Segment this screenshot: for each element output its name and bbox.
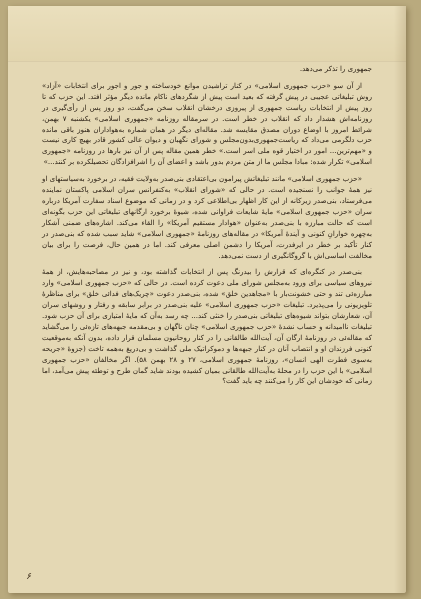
paragraph: جمهوری را تذکر می‌دهد.	[299, 64, 372, 73]
body-text	[42, 64, 372, 393]
page-edge-shadow	[394, 6, 406, 593]
page-fold-shading	[8, 6, 406, 62]
paragraph: بنی‌صدر در کنگره‌ای که قرارش را بیدرنگ پس از انتخابات گذاشته بود، و نیز در مصاحبه‌هایش، از همهٔ نیروهای سیاسی برای ورود به‌مجلس شورای ملی دعوت کرده است. در حالی که «حزب جمهوری اسلامی» وارد مبارزه‌ئی تند و حتی خشونت‌بار با «مجاهدین خلق» شده، بنی‌صدر دعوت «چریک‌های فدائی خلق» برای مناظرهٔ تلویزیونی را می‌پذیرد. تبلیغات «حزب جمهوری اسلامی» علیه بنی‌صدر در برابر سابقه و رفتار و روشهای سران آن، شعارشان بتواند شیوه‌های تبلیغاتی بنی‌صدر را خنثی کند... چه رسد به‌آن که مایهٔ امتیازی برای آن حزب شود. تبلیغات ناامیدانه و حساب نشدهٔ «حزب جمهوری اسلامی» چنان ناگهان و بی‌مقدمه جبهه‌های تازه‌ئی را می‌گشاید که مقاله‌ئی در روزنامهٔ ارگان آن، آیت‌الله طالقانی را در کنار روحانیون مسلمان قرار داده، بدون آنکه به‌موقعیت کنونی فرزندان او و انتصاب آنان در کنار جبهه‌ها و دموکراتیک ملی گذاشت و بی‌دریغ به‌همه تاخت (جزوهٔ «جریحه به‌سوی فطرت الهی انسان»، روزنامهٔ جمهوری اسلامی، ۲۷ و ۲۸ بهمن ۵۸). اگر مخالفان «حزب جمهوری اسلامی» با این حزب را در محلهٔ به‌آیت‌الله طالقانی بمیان کشیده بودند شاید گمان طرح و توطئه پیش می‌آمد، اما زمانی که خودشان این کار را می‌کنند چه باید گفت؟	[42, 267, 372, 386]
paragraph: از آن سو «حزب جمهوری اسلامی» در کنار تراشیدن موانع خودساخته و جور و اجور برای انتخابات «آزاد» روش تبلیغاتی عجیبی در پیش گرفته که بعید است پیش از شگردهای ناکام مانده دیگر مؤثر افتد. این حزب که تا روز پیش از انتخابات ریاست جمهوری از پیروزی درخشان انقلاب سخن می‌گفت، دو روز پس از رأی‌گیری در روزنامه‌اش هشدار داد که انقلاب در خطر است. در سرمقاله روزنامه «جمهوری اسلامی» یکشنبه ۷ بهمن، شرائط امروز با اوضاع دوران مصدق مقایسه شد. مقاله‌ای دیگر در همان شماره به‌هواداران هنوز باقی مانده حزب دلگرمی می‌داد که ریاست‌جمهوری‌بدون‌مجلس و شورای نگهبان و دیوان عالی کشور قادر بهیچ کاری نیست و «مهم‌ترین... امور در اختیار قوه ملی اسر است.» خطر همین مقاله پس از آن نیز بارها در روزنامه «جمهوری اسلامی» تکرار شده: مبادا مجلس ما از متن مردم بدور باشد و اعضای آن را اشرافزادگان تحصیلکرده بر کنند...»	[42, 80, 372, 167]
document-page	[8, 6, 406, 593]
paragraph: «حزب جمهوری اسلامی» مانند تبلیغاتش پیرامون بی‌اعتقادی بنی‌صدر به‌ولایت فقیه، در برخورد به‌سیاستهای او نیز همهٔ جوانب را نسنجیده است. در حالی که «شورای انقلاب» به‌کنفرانس سران اسلامی پاکستان نماینده می‌فرستاد، بنی‌صدر زیرکانه از این کار اظهار بی‌اطلاعی کرد و در زمانی که موضوع اسناد سفارت آمریکا درباره سران «حزب جمهوری اسلامی» مایهٔ شایعات فراوانی شده، شیوهٔ برخورد ارگانهای تبلیغاتی این حزب بگونه‌ای است که حالت مبارزه با بنی‌صدر به‌عنوان «هوادار مستقیم آمریکا» را القاء می‌کند. اشاره‌های ضمنی آشکار به‌چهره خوارانِ کنونی و آیندهٔ آمریکا» در مقاله‌های روزنامهٔ «جمهوری اسلامی» شاید سبب شده که بنی‌صدر در کنار تأکید بر خطر در ایرفدرت، آمریکا را دشمن اصلی معرفی کند. اما در همین حال، فرصت را برای بیان مخالفت اساسی‌اش با گروگانگیری از دست نمی‌دهد.	[42, 174, 372, 260]
page-number: ۶	[26, 572, 31, 582]
